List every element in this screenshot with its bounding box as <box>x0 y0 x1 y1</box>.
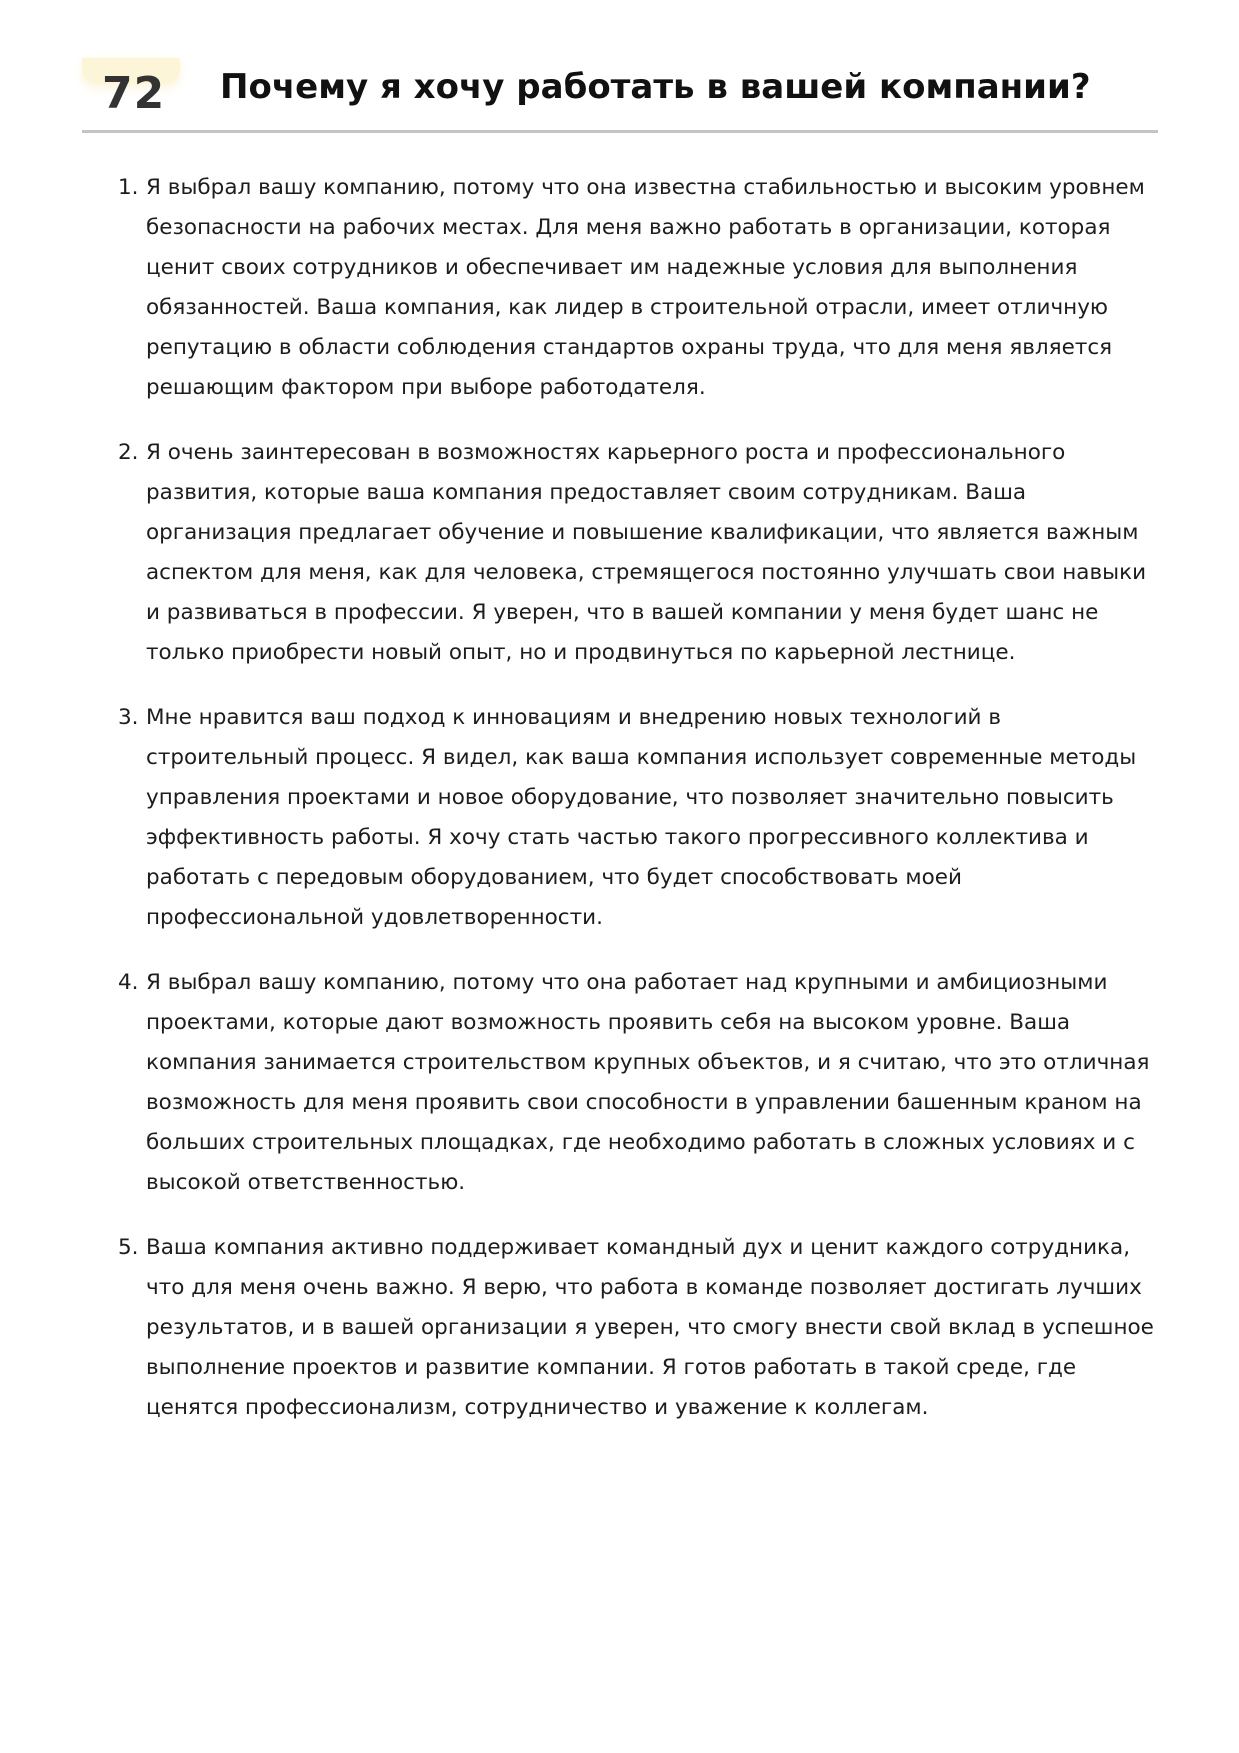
answer-number: 3. <box>118 705 139 730</box>
answer-number: 4. <box>118 970 139 995</box>
answer-text: Я выбрал вашу компанию, потому что она известна стабильностью и высоким уровнем безопасности на рабочих местах. Для меня важно работать в организации, которая ценит своих сотрудников и обеспечивает им надежные условия для выполнения обязанностей. Ваша компания, как лидер в строительной отрасли, имеет отличную репутацию в области соблюдения стандартов охраны труда, что для меня является решающим фактором при выборе работодателя. <box>146 175 1145 400</box>
answer-text: Я выбрал вашу компанию, потому что она работает над крупными и амбициозными проектами, которые дают возможность проявить себя на высоком уровне. Ваша компания занимается строительством крупных объектов, и я считаю, что это отличная возможность для меня проявить свои способности в управлении башенным краном на больших строительных площадках, где необходимо работать в сложных условиях и с высокой ответственностью. <box>146 970 1150 1195</box>
page-number: 72 <box>102 68 166 119</box>
answer-number: 2. <box>118 440 139 465</box>
answer-item-1 <box>110 168 1160 408</box>
answer-item-2 <box>110 433 1160 673</box>
page-header <box>82 58 1158 133</box>
answer-item-4 <box>110 963 1160 1203</box>
answer-number: 1. <box>118 175 139 200</box>
page-title: Почему я хочу работать в вашей компании? <box>220 67 1091 107</box>
answer-item-3 <box>110 698 1160 938</box>
answer-text: Мне нравится ваш подход к инновациям и внедрению новых технологий в строительный процесс. Я видел, как ваша компания использует современные методы управления проектами и новое оборудование, что позволяет значительно повысить эффективность работы. Я хочу стать частью такого прогрессивного коллектива и работать с передовым оборудованием, что будет способствовать моей профессиональной удовлетворенности. <box>146 705 1137 930</box>
answer-text: Я очень заинтересован в возможностях карьерного роста и профессионального развития, которые ваша компания предоставляет своим сотрудникам. Ваша организация предлагает обучение и повышение квалификации, что является важным аспектом для меня, как для человека, стремящегося постоянно улучшать свои навыки и развиваться в профессии. Я уверен, что в вашей компании у меня будет шанс не только приобрести новый опыт, но и продвинуться по карьерной лестнице. <box>146 440 1147 665</box>
answer-number: 5. <box>118 1235 139 1260</box>
answer-text: Ваша компания активно поддерживает командный дух и ценит каждого сотрудника, что для меня очень важно. Я верю, что работа в команде позволяет достигать лучших результатов, и в вашей организации я уверен, что смогу внести свой вклад в успешное выполнение проектов и развитие компании. Я готов работать в такой среде, где ценятся профессионализм, сотрудничество и уважение к коллегам. <box>146 1235 1154 1420</box>
answer-item-5 <box>110 1228 1160 1428</box>
answers-list <box>110 168 1160 1453</box>
